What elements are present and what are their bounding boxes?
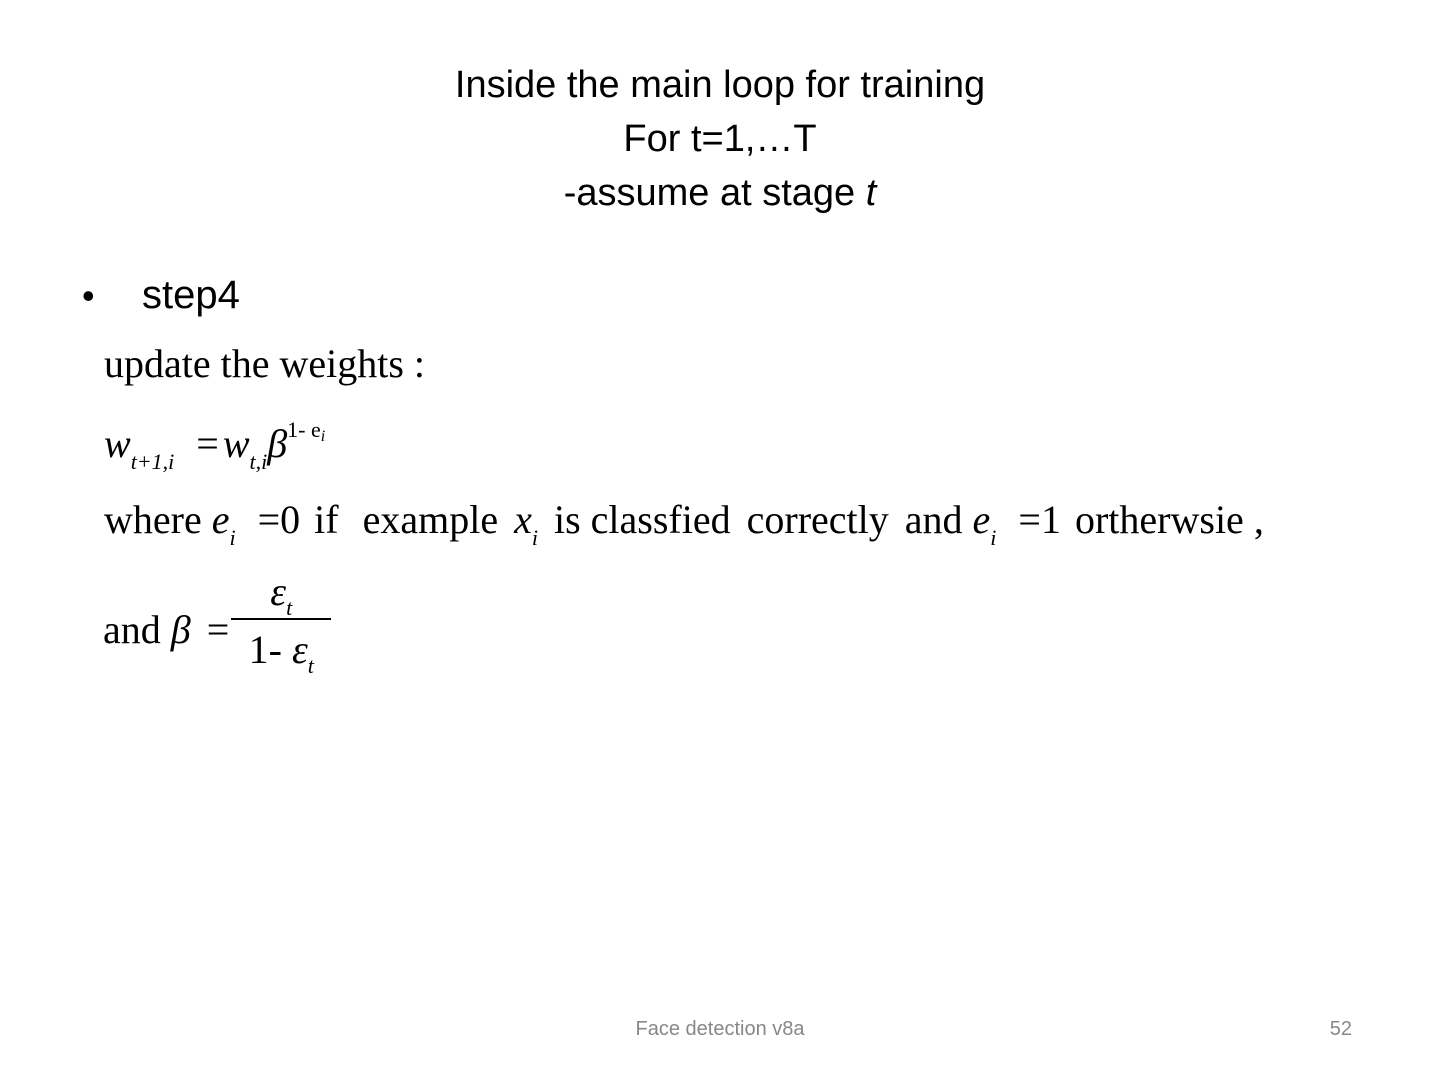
title-line-3 bbox=[0, 166, 1440, 220]
equals-one: =1 bbox=[1018, 497, 1061, 542]
word-correctly: correctly bbox=[746, 497, 889, 542]
equals-sign: = bbox=[196, 421, 219, 466]
word-otherwise: ortherwsie , bbox=[1074, 497, 1264, 542]
fraction-numerator bbox=[231, 568, 331, 622]
bullet-item bbox=[82, 268, 240, 323]
word-and-beta: and bbox=[103, 607, 161, 653]
weight-update-equation bbox=[104, 414, 325, 483]
beta-symbol: β bbox=[267, 421, 288, 466]
exponent-subscript: i bbox=[320, 428, 326, 445]
lhs-w: w bbox=[104, 421, 131, 466]
title-line-3-prefix: -assume at stage bbox=[563, 172, 866, 214]
x-symbol: x bbox=[514, 497, 532, 542]
e-subscript-2: i bbox=[990, 525, 997, 550]
bullet-text: step4 bbox=[142, 273, 240, 317]
word-and: and bbox=[904, 497, 963, 542]
title-line-3-variable: t bbox=[865, 172, 877, 214]
word-classified: is classfied bbox=[554, 497, 731, 542]
equals-zero: =0 bbox=[257, 497, 301, 542]
title-line-2: For t=1,…T bbox=[623, 118, 817, 160]
rhs-subscript: t,i bbox=[249, 449, 268, 474]
lhs-subscript: t+1,i bbox=[130, 449, 175, 474]
rhs-w: w bbox=[222, 421, 250, 466]
where-clause bbox=[104, 492, 1264, 554]
footer-title: Face detection v8a bbox=[635, 1018, 805, 1040]
fraction-bar bbox=[231, 618, 331, 620]
exponent-text: 1- e bbox=[287, 417, 321, 442]
epsilon-denominator: ε bbox=[291, 627, 308, 672]
fraction-denominator bbox=[231, 624, 331, 682]
bullet-marker: • bbox=[82, 275, 95, 316]
denominator-prefix: 1- bbox=[248, 627, 292, 672]
word-example: example bbox=[362, 497, 499, 542]
epsilon-numerator-subscript: t bbox=[286, 595, 293, 620]
e-subscript-1: i bbox=[229, 525, 236, 550]
x-subscript: i bbox=[531, 525, 538, 550]
word-if: if bbox=[314, 497, 339, 542]
slide-title bbox=[0, 58, 1440, 220]
epsilon-numerator: ε bbox=[270, 569, 287, 614]
fraction bbox=[231, 568, 331, 688]
equation-heading: update the weights : bbox=[104, 341, 426, 386]
beta-equals: = bbox=[206, 607, 230, 653]
slide-number: 52 bbox=[1329, 1018, 1352, 1040]
word-where: where bbox=[104, 497, 202, 542]
title-line-1: Inside the main loop for training bbox=[454, 64, 986, 106]
beta-definition bbox=[103, 569, 331, 694]
e-symbol-2: e bbox=[972, 497, 991, 542]
e-symbol-1: e bbox=[211, 497, 230, 542]
epsilon-denominator-subscript: t bbox=[307, 653, 314, 678]
exponent bbox=[287, 417, 326, 445]
beta-symbol-def: β bbox=[170, 607, 191, 653]
